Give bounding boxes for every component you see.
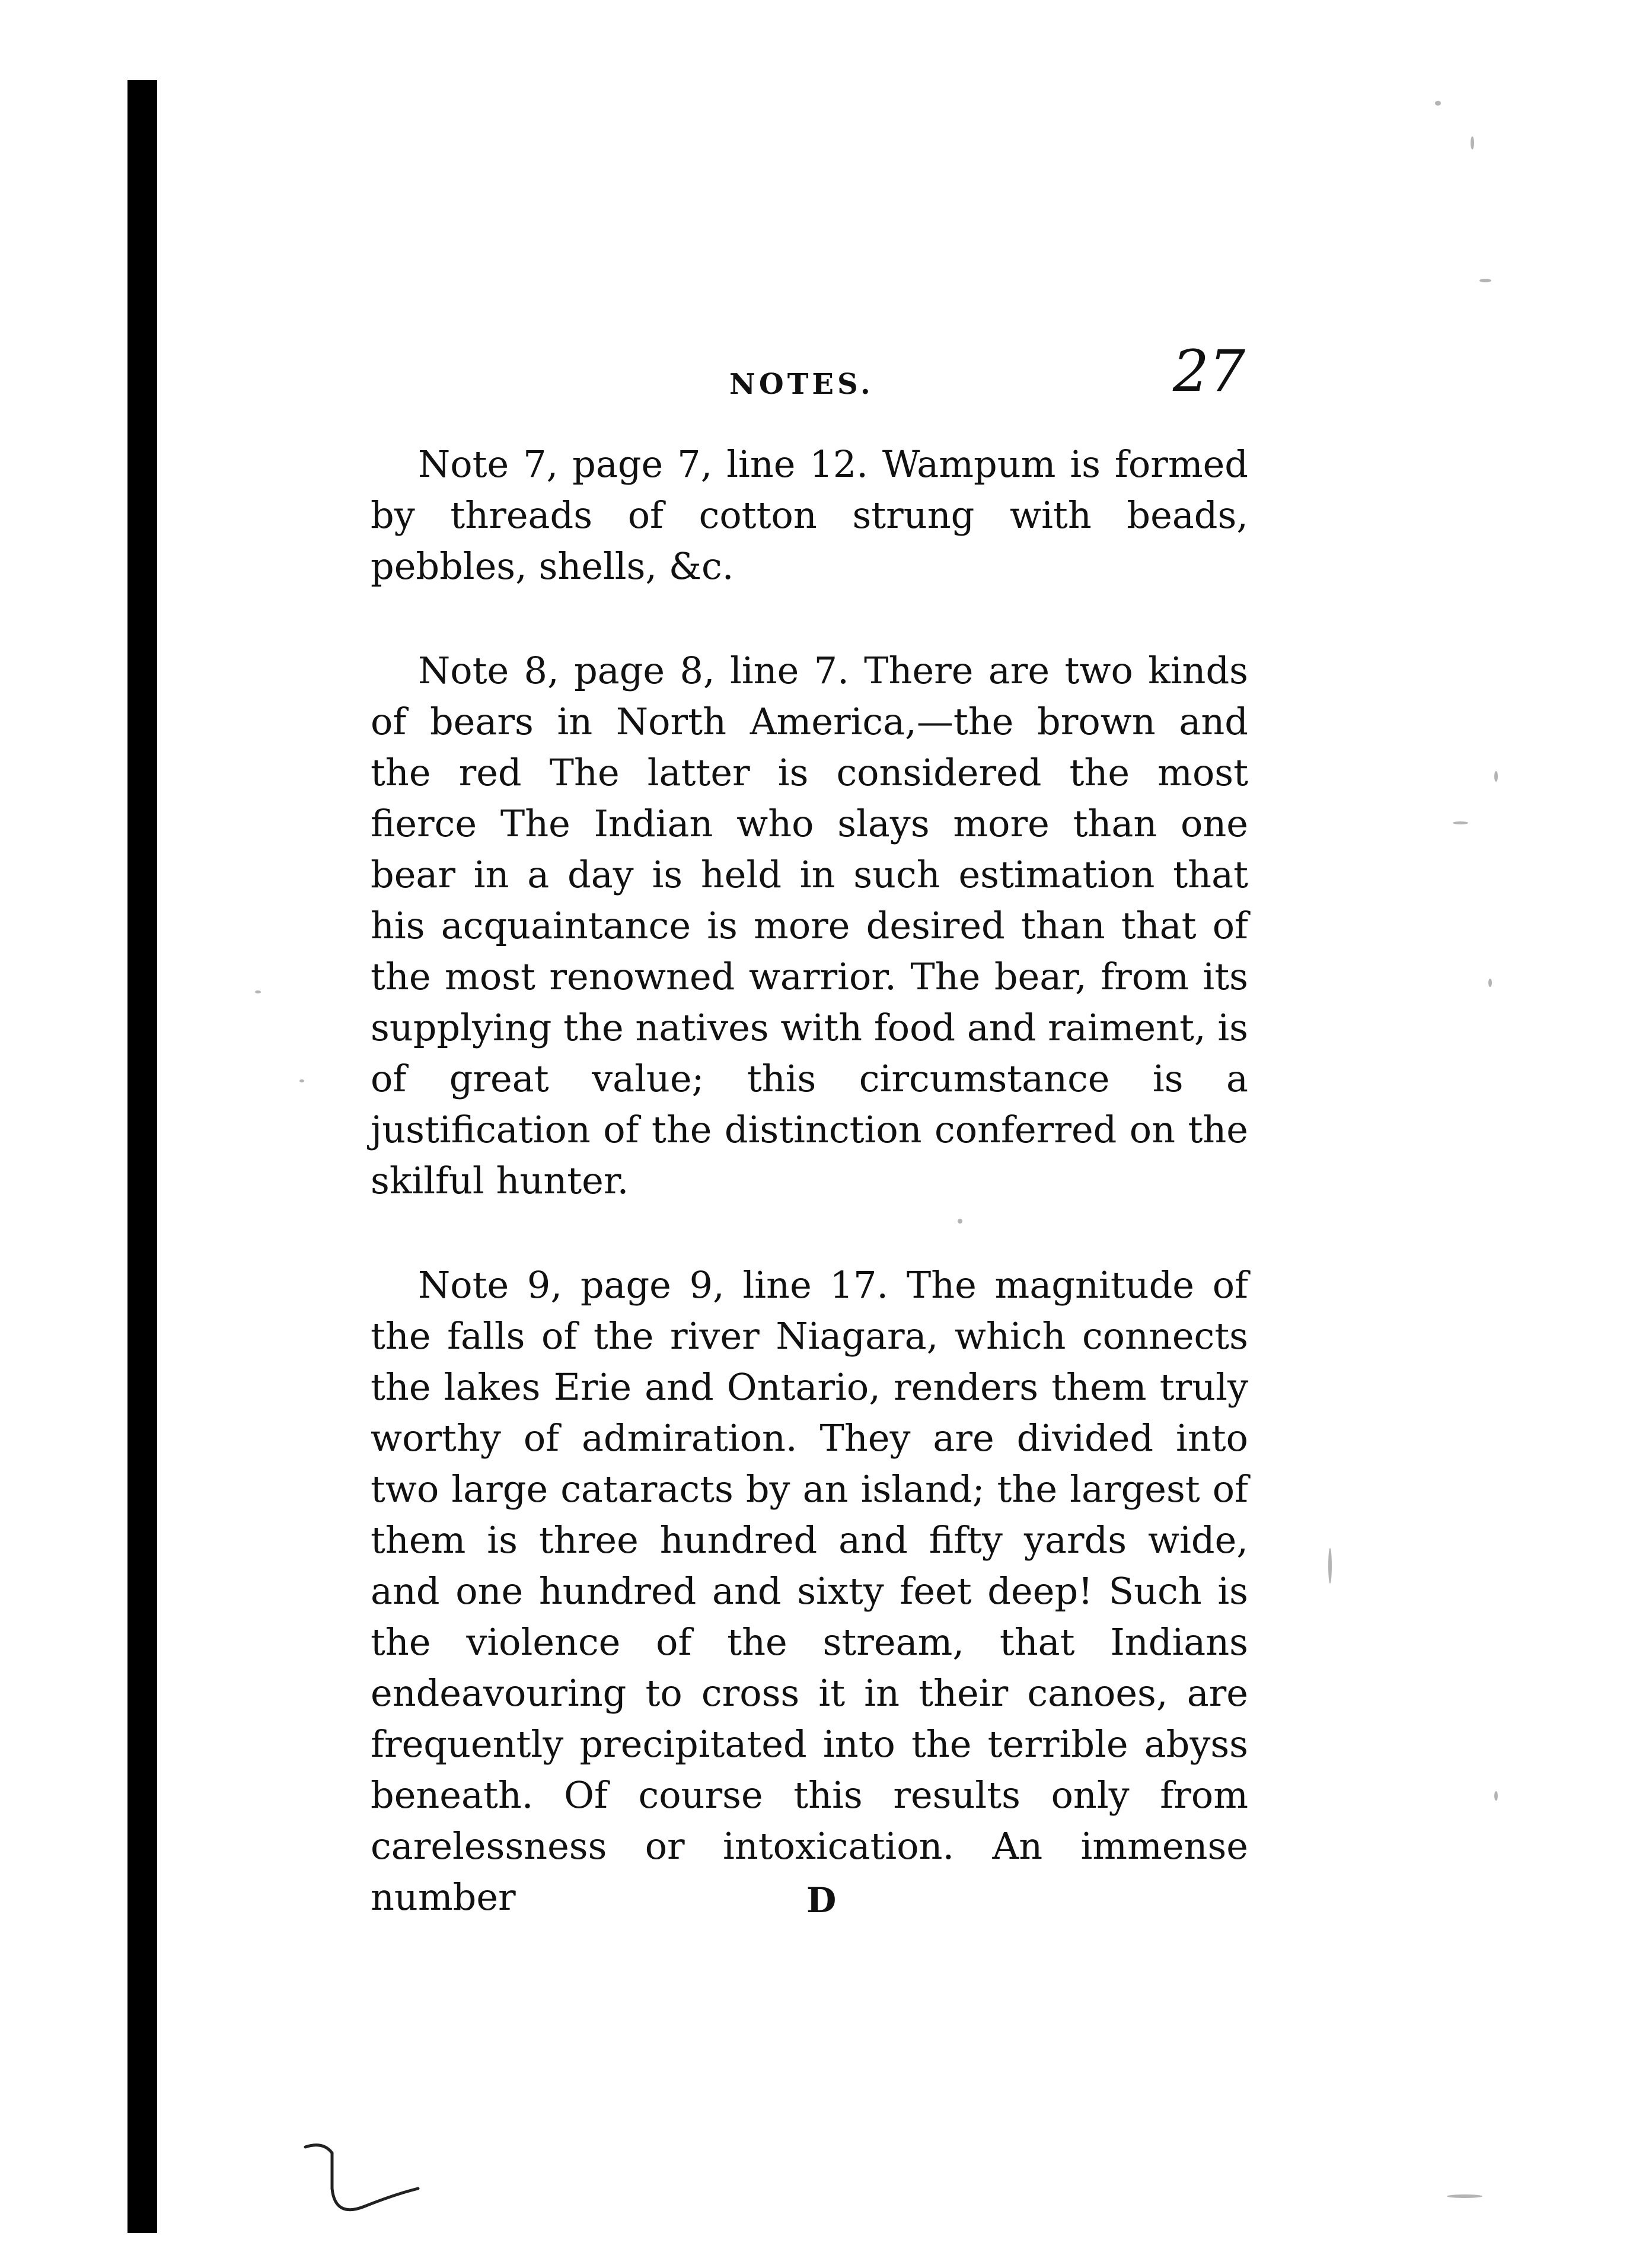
page-speck (1447, 2194, 1482, 2198)
notes-body (371, 439, 1248, 1976)
page-speck (1494, 771, 1498, 782)
note-8: Note 8, page 8, line 7. There are two kinds of bears in North America,—the brown and the red The latter is considered the most fierce The Indian who slays more than one bear in a day is held in such estimation that his acquaintance is more desired than that of the most renowned warrior. The bear, from its supplying the natives with food and raiment, is of great value; this circumstance is a justification of the distinction conferred on the skilful hunter. (371, 649, 1248, 1202)
running-head: NOTES. (729, 368, 874, 401)
page-speck (255, 990, 261, 993)
page-speck (1494, 1791, 1498, 1801)
page-speck (1453, 821, 1468, 824)
page-speck (1479, 279, 1491, 282)
page-speck (1488, 979, 1492, 987)
pencil-mark-icon (299, 2135, 430, 2224)
note-7: Note 7, page 7, line 12. Wampum is formed by threads of cotton strung with beads, pebbles, shells, &c. (371, 442, 1248, 588)
signature-mark: D (806, 1880, 837, 1920)
page-speck (1471, 136, 1474, 149)
page-speck (1435, 101, 1441, 106)
binding-shadow (127, 80, 157, 2233)
page-speck (299, 1079, 304, 1082)
note-9: Note 9, page 9, line 17. The magnitude of the falls of the river Niagara, which connects the lakes Erie and Ontario, renders them truly worthy of admiration. They are divided into two large cataracts by an island; the largest of them is three hundred and fifty yards wide, and one hundred and sixty feet deep! Such is the violence of the stream, that Indians endeavouring to cross it in their canoes, are frequently precipitated into the terrible abyss beneath. Of course this results only from carelessness or intoxication. An immense number (371, 1263, 1248, 1919)
page-header (368, 338, 1245, 409)
page-number: 27 (1172, 338, 1245, 404)
page-speck (1328, 1548, 1332, 1584)
